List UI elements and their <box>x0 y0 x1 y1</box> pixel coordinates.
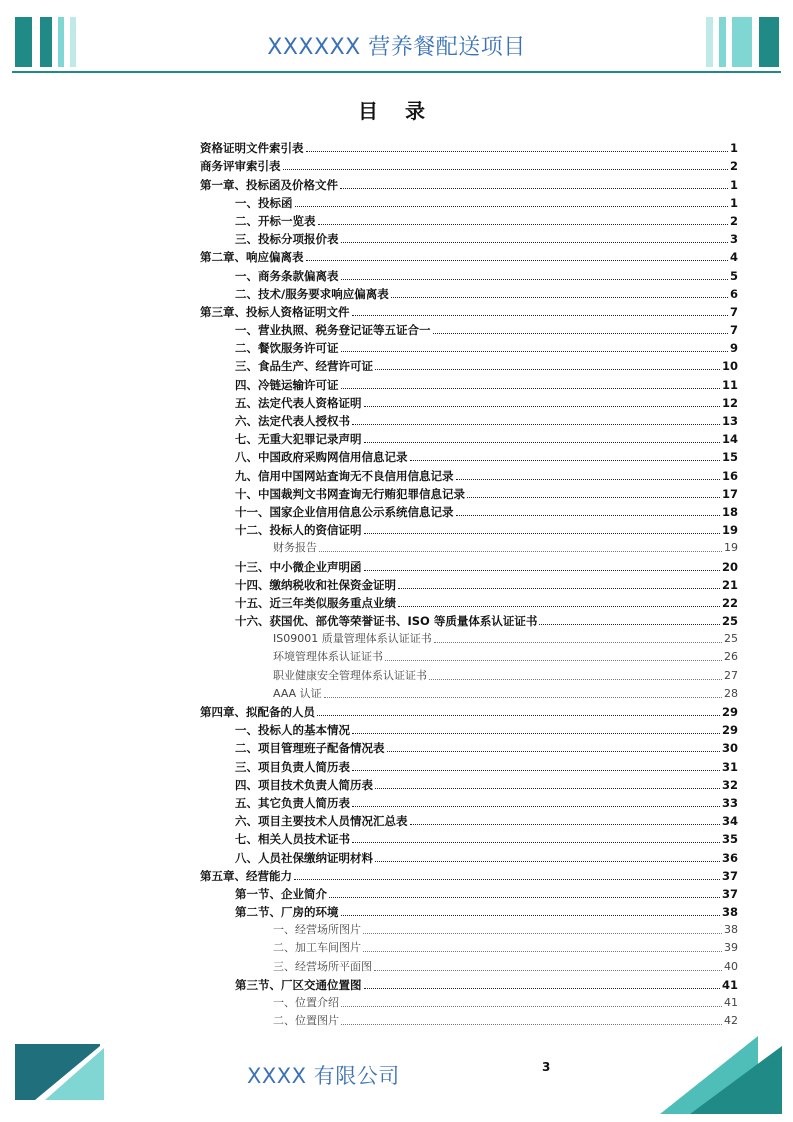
toc-entry-page: 18 <box>721 504 738 519</box>
toc-entry-page: 42 <box>724 1014 738 1028</box>
toc-leader-dots <box>341 351 728 352</box>
toc-entry-label: 一、位置介绍 <box>273 996 339 1009</box>
toc-entry-page: 29 <box>721 723 738 738</box>
toc-entry[interactable] <box>200 428 738 446</box>
toc-entry[interactable] <box>200 192 738 210</box>
toc-entry-page: 41 <box>721 977 738 992</box>
toc-leader-dots <box>398 606 720 607</box>
toc-entry-label: IS09001 质量管理体系认证证书 <box>273 632 432 646</box>
toc-entry-label: 三、食品生产、经营许可证 <box>235 359 373 374</box>
toc-entry[interactable] <box>200 483 738 501</box>
toc-entry-page: 38 <box>721 905 738 920</box>
toc-entry-page: 17 <box>721 486 738 501</box>
toc-entry-page: 5 <box>729 268 738 283</box>
document-title: XXXXXX 营养餐配送项目 <box>267 35 526 60</box>
toc-leader-dots <box>341 388 720 389</box>
toc-entry-label: 第一节、企业简介 <box>235 886 327 901</box>
toc-leader-dots <box>341 279 728 280</box>
toc-entry-label: 四、冷链运输许可证 <box>235 377 339 392</box>
toc-entry[interactable] <box>200 937 738 955</box>
toc-entry[interactable] <box>200 446 738 464</box>
toc-leader-dots <box>387 751 720 752</box>
toc-leader-dots <box>352 733 720 734</box>
toc-entry-page: 15 <box>721 450 738 465</box>
toc-leader-dots <box>375 788 720 789</box>
toc-entry[interactable] <box>200 501 738 519</box>
toc-entry[interactable] <box>200 701 738 719</box>
toc-entry[interactable] <box>200 974 738 992</box>
footer-company: XXXX 有限公司 <box>247 1064 400 1088</box>
toc-entry[interactable] <box>200 719 738 737</box>
toc-entry-page: 38 <box>724 923 738 937</box>
toc-entry-page: 34 <box>721 814 738 829</box>
toc-leader-dots <box>456 515 720 516</box>
toc-entry[interactable] <box>200 392 738 410</box>
toc-entry[interactable] <box>200 610 738 628</box>
toc-entry-label: 第四章、拟配备的人员 <box>200 705 315 719</box>
toc-entry-label: 职业健康安全管理体系认证证书 <box>273 668 427 682</box>
toc-entry-label: 第一章、投标函及价格文件 <box>200 177 338 192</box>
toc-entry-page: 20 <box>721 559 738 574</box>
toc-leader-dots <box>374 970 722 971</box>
toc-entry-label: 六、项目主要技术人员情况汇总表 <box>235 814 408 829</box>
toc-leader-dots <box>306 260 728 261</box>
toc-entry-page: 32 <box>721 777 738 792</box>
toc-leader-dots <box>341 915 720 916</box>
toc-entry-page: 33 <box>721 795 738 810</box>
toc-entry-label: 七、相关人员技术证书 <box>235 832 350 847</box>
toc-entry-page: 11 <box>721 377 738 392</box>
toc-entry-label: 五、其它负责人简历表 <box>235 795 350 810</box>
toc-entry-page: 37 <box>721 886 738 901</box>
toc-entry-page: 29 <box>721 705 738 719</box>
toc-entry-label: 一、投标人的基本情况 <box>235 723 350 738</box>
toc-entry-label: 财务报告 <box>273 541 317 555</box>
toc-entry-page: 26 <box>724 650 738 664</box>
toc-entry[interactable] <box>200 646 738 664</box>
toc-entry-page: 36 <box>721 850 738 865</box>
toc-leader-dots <box>398 588 720 589</box>
toc-leader-dots <box>375 861 720 862</box>
toc-entry[interactable] <box>200 865 738 883</box>
toc-entry-label: 十三、中小微企业声明函 <box>235 559 362 574</box>
toc-leader-dots <box>364 570 720 571</box>
toc-entry-page: 16 <box>721 468 738 483</box>
toc-leader-dots <box>363 951 722 952</box>
toc-entry-page: 10 <box>721 359 738 374</box>
toc-entry-label: 二、技术/服务要求响应偏离表 <box>235 286 389 301</box>
toc-entry[interactable] <box>200 555 738 573</box>
page-number: 3 <box>542 1060 551 1074</box>
toc-entry-label: 二、开标一览表 <box>235 213 316 228</box>
toc-entry[interactable] <box>200 992 738 1010</box>
toc-leader-dots <box>317 715 720 716</box>
toc-entry[interactable] <box>200 137 738 155</box>
toc-entry[interactable] <box>200 155 738 173</box>
toc-entry[interactable] <box>200 355 738 373</box>
toc-leader-dots <box>352 315 728 316</box>
toc-title: 目 录 <box>358 99 435 123</box>
toc-entry[interactable] <box>200 373 738 391</box>
toc-entry[interactable] <box>200 592 738 610</box>
toc-entry[interactable] <box>200 464 738 482</box>
toc-entry[interactable] <box>200 319 738 337</box>
toc-entry-page: 4 <box>729 250 738 265</box>
toc-entry-page: 21 <box>721 577 738 592</box>
toc-leader-dots <box>319 551 722 552</box>
toc-leader-dots <box>341 242 728 243</box>
toc-leader-dots <box>340 188 728 189</box>
toc-leader-dots <box>385 660 722 661</box>
toc-entry[interactable] <box>200 1010 738 1028</box>
toc-entry[interactable] <box>200 737 738 755</box>
toc-entry-label: 三、投标分项报价表 <box>235 232 339 247</box>
toc-entry[interactable] <box>200 246 738 264</box>
toc-entry[interactable] <box>200 301 738 319</box>
toc-leader-dots <box>364 533 720 534</box>
toc-entry-page: 7 <box>729 304 738 319</box>
toc-leader-dots <box>352 424 720 425</box>
toc-leader-dots <box>364 988 720 989</box>
toc-leader-dots <box>363 933 722 934</box>
toc-entry-label: AAA 认证 <box>273 686 322 700</box>
toc-entry-page: 39 <box>724 941 738 955</box>
toc-leader-dots <box>283 169 728 170</box>
toc-entry-label: 二、位置图片 <box>273 1014 339 1028</box>
toc-leader-dots <box>329 897 720 898</box>
toc-entry-label: 四、项目技术负责人简历表 <box>235 777 373 792</box>
toc-leader-dots <box>364 406 720 407</box>
toc-entry[interactable] <box>200 883 738 901</box>
toc-entry-page: 35 <box>721 832 738 847</box>
header-rule <box>12 71 781 73</box>
toc-entry[interactable] <box>200 919 738 937</box>
toc-leader-dots <box>318 224 728 225</box>
toc-entry-label: 第三章、投标人资格证明文件 <box>200 304 350 319</box>
toc-entry-label: 一、经营场所图片 <box>273 923 361 937</box>
toc-entry-page: 3 <box>729 232 738 247</box>
toc-entry-label: 五、法定代表人资格证明 <box>235 395 362 410</box>
toc-leader-dots <box>410 460 720 461</box>
toc-entry-label: 资格证明文件索引表 <box>200 141 304 156</box>
toc-entry-label: 一、商务条款偏离表 <box>235 268 339 283</box>
toc-leader-dots <box>352 842 720 843</box>
toc-leader-dots <box>352 806 720 807</box>
toc-entry-label: 十六、获国优、部优等荣誉证书、ISO 等质量体系认证证书 <box>235 614 538 629</box>
toc-entry-label: 七、无重大犯罪记录声明 <box>235 432 362 447</box>
toc-entry[interactable] <box>200 901 738 919</box>
toc-entry[interactable] <box>200 755 738 773</box>
toc-entry[interactable] <box>200 955 738 973</box>
toc-leader-dots <box>434 642 722 643</box>
toc-entry-page: 27 <box>724 668 738 682</box>
toc-leader-dots <box>391 297 728 298</box>
toc-entry-page: 22 <box>721 595 738 610</box>
toc-entry-label: 二、项目管理班子配备情况表 <box>235 741 385 756</box>
toc-leader-dots <box>341 1024 722 1025</box>
toc-entry-label: 商务评审索引表 <box>200 159 281 174</box>
toc-entry-label: 十二、投标人的资信证明 <box>235 523 362 538</box>
toc-entry-page: 28 <box>724 686 738 700</box>
toc-entry-label: 三、经营场所平面图 <box>273 959 372 973</box>
toc-entry-page: 40 <box>724 959 738 973</box>
toc-entry[interactable] <box>200 664 738 682</box>
toc-entry-page: 6 <box>729 286 738 301</box>
toc-leader-dots <box>364 442 720 443</box>
toc-entry[interactable] <box>200 774 738 792</box>
toc-entry-label: 第五章、经营能力 <box>200 868 292 883</box>
toc-entry-page: 37 <box>721 868 738 883</box>
toc-leader-dots <box>324 697 722 698</box>
toc-entry-label: 第二节、厂房的环境 <box>235 905 339 920</box>
toc-entry-label: 环境管理体系认证证书 <box>273 650 383 664</box>
toc-entry[interactable] <box>200 846 738 864</box>
toc-entry[interactable] <box>200 264 738 282</box>
toc-entry-page: 19 <box>721 523 738 538</box>
toc-entry-label: 九、信用中国网站查询无不良信用信息记录 <box>235 468 454 483</box>
toc-entry-page: 1 <box>729 195 738 210</box>
toc-entry-label: 二、加工车间图片 <box>273 941 361 955</box>
toc-leader-dots <box>375 369 720 370</box>
toc-entry-label: 十四、缴纳税收和社保资金证明 <box>235 577 396 592</box>
toc-entry-page: 1 <box>729 141 738 156</box>
toc-entry-page: 13 <box>721 414 738 428</box>
toc-leader-dots <box>294 879 720 880</box>
toc-leader-dots <box>467 497 720 498</box>
toc-leader-dots <box>410 824 720 825</box>
toc-entry-page: 25 <box>721 614 738 629</box>
toc-entry[interactable] <box>200 537 738 555</box>
toc-entry-page: 12 <box>721 395 738 410</box>
toc-entry-label: 第二章、响应偏离表 <box>200 250 304 265</box>
toc-entry-page: 9 <box>729 341 738 356</box>
toc-leader-dots <box>341 1006 722 1007</box>
toc-entry[interactable] <box>200 810 738 828</box>
toc-leader-dots <box>306 151 728 152</box>
toc-entry[interactable] <box>200 337 738 355</box>
toc-entry-label: 十、中国裁判文书网查询无行贿犯罪信息记录 <box>235 486 465 501</box>
toc-entry[interactable] <box>200 519 738 537</box>
toc-entry[interactable] <box>200 792 738 810</box>
toc-entry[interactable] <box>200 228 738 246</box>
toc-leader-dots <box>295 206 728 207</box>
toc-entry-page: 7 <box>729 323 738 338</box>
toc-entry-label: 八、中国政府采购网信用信息记录 <box>235 450 408 465</box>
toc-entry-label: 十五、近三年类似服务重点业绩 <box>235 595 396 610</box>
toc-leader-dots <box>352 770 720 771</box>
page-header <box>0 0 793 78</box>
toc-entry-page: 41 <box>724 996 738 1009</box>
toc-entry[interactable] <box>200 283 738 301</box>
toc-leader-dots <box>429 679 722 680</box>
toc-entry[interactable] <box>200 173 738 191</box>
toc-entry-page: 2 <box>729 159 738 174</box>
toc-entry-page: 2 <box>729 213 738 228</box>
toc-entry-label: 二、餐饮服务许可证 <box>235 341 339 356</box>
toc-entry-page: 1 <box>729 177 738 192</box>
toc-entry[interactable] <box>200 210 738 228</box>
toc-entry[interactable] <box>200 683 738 701</box>
toc-entry-label: 第三节、厂区交通位置图 <box>235 977 362 992</box>
toc-leader-dots <box>539 624 720 625</box>
toc-entry-label: 六、法定代表人授权书 <box>235 414 350 428</box>
toc-entry-label: 八、人员社保缴纳证明材料 <box>235 850 373 865</box>
toc-entry-label: 一、投标函 <box>235 195 293 210</box>
table-of-contents <box>200 137 738 1028</box>
toc-entry[interactable] <box>200 574 738 592</box>
toc-entry-page: 14 <box>721 432 738 447</box>
toc-entry-page: 19 <box>724 541 738 555</box>
toc-entry-page: 31 <box>721 759 738 774</box>
toc-entry-label: 十一、国家企业信用信息公示系统信息记录 <box>235 504 454 519</box>
toc-entry[interactable] <box>200 828 738 846</box>
toc-entry-page: 25 <box>724 632 738 646</box>
toc-entry[interactable] <box>200 628 738 646</box>
toc-entry-label: 三、项目负责人简历表 <box>235 759 350 774</box>
toc-entry-page: 30 <box>721 741 738 756</box>
toc-leader-dots <box>433 333 728 334</box>
toc-leader-dots <box>456 479 720 480</box>
toc-entry[interactable] <box>200 410 738 428</box>
toc-entry-label: 一、营业执照、税务登记证等五证合一 <box>235 323 431 338</box>
